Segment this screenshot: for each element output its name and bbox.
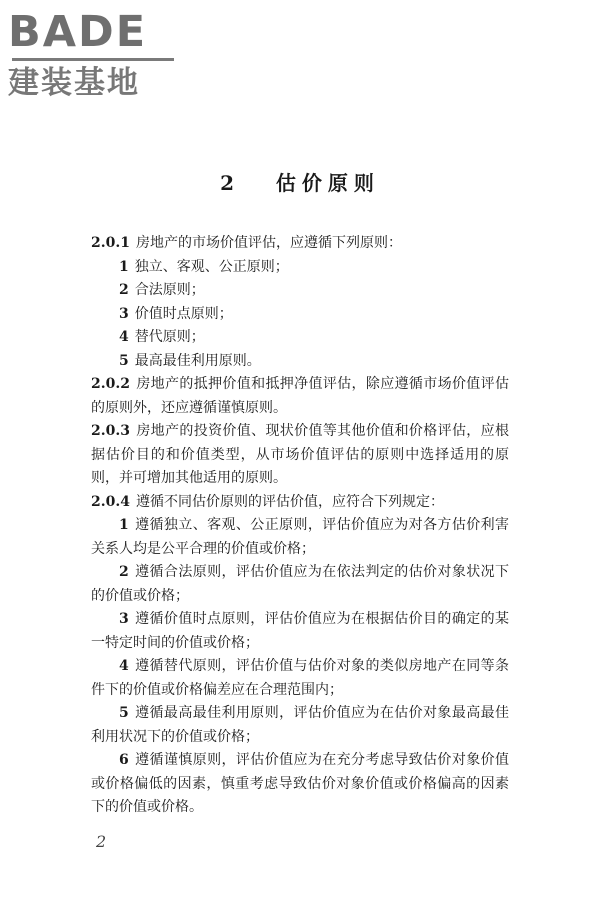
list-item [91, 749, 509, 820]
item-number: 5 [119, 352, 129, 369]
list-item [91, 514, 509, 561]
item-number: 3 [119, 305, 129, 322]
item-text: 最高最佳利用原则。 [134, 352, 261, 369]
list-item [91, 279, 509, 303]
logo-divider [12, 58, 174, 61]
item-number: 2 [119, 564, 129, 580]
item-text: 遵循合法原则，评估价值应为在依法判定的估价对象状况下的价值或价格； [91, 564, 509, 604]
list-item [91, 608, 509, 655]
list-item [91, 256, 509, 280]
list-item [91, 655, 509, 702]
page-number: 2 [96, 832, 107, 851]
item-number: 6 [119, 752, 129, 768]
item-text: 遵循谨慎原则，评估价值应为在充分考虑导致估价对象价值或价格偏低的因素，慎重考虑导致估价对象价值或价格偏高的因素下的价值或价格。 [91, 752, 509, 815]
item-text: 遵循最高最佳利用原则，评估价值应为在估价对象最高最佳利用状况下的价值或价格； [91, 705, 509, 745]
item-text: 独立、客观、公正原则； [134, 258, 289, 275]
clause-number: 2.0.3 [91, 423, 130, 439]
clause-text: 房地产的市场价值评估，应遵循下列原则： [135, 235, 402, 251]
list-item [91, 350, 509, 374]
clause-text: 房地产的投资价值、现状价值等其他价值和价格评估，应根据估价目的和价值类型，从市场价值评估的原则中选择适用的原则，并可增加其他适用的原则。 [91, 423, 509, 486]
clause-text: 遵循不同估价原则的评估价值，应符合下列规定： [135, 493, 444, 510]
clause-number: 2.0.1 [91, 235, 130, 251]
clause-number: 2.0.4 [91, 493, 130, 510]
clause-2-0-4 [91, 491, 509, 515]
list-item [91, 561, 509, 608]
chapter-title [0, 168, 600, 198]
item-number: 2 [119, 282, 129, 298]
bade-logo [8, 6, 178, 102]
item-text: 遵循替代原则，评估价值与估价对象的类似房地产在同等条件下的价值或价格偏差应在合理范围内； [91, 658, 509, 698]
list-item [91, 326, 509, 350]
clause-text: 房地产的抵押价值和抵押净值评估，除应遵循市场价值评估的原则外，还应遵循谨慎原则。 [91, 376, 509, 416]
chapter-number: 2 [220, 171, 240, 195]
chapter-title-text: 估价原则 [275, 171, 380, 195]
item-text: 遵循独立、客观、公正原则，评估价值应为对各方估价利害关系人均是公平合理的价值或价格； [91, 517, 509, 557]
logo-english-text: BADE [8, 7, 148, 57]
item-number: 1 [119, 258, 129, 275]
document-body [91, 232, 509, 820]
item-text: 价值时点原则； [134, 305, 233, 322]
item-number: 1 [119, 517, 129, 533]
clause-number: 2.0.2 [91, 376, 130, 392]
list-item [91, 702, 509, 749]
item-text: 遵循价值时点原则，评估价值应为在根据估价目的确定的某一特定时间的价值或价格； [91, 611, 509, 651]
item-number: 4 [119, 658, 129, 674]
item-text: 替代原则； [134, 329, 205, 345]
item-number: 5 [119, 705, 129, 721]
clause-2-0-3 [91, 420, 509, 491]
clause-2-0-2 [91, 373, 509, 420]
list-item [91, 303, 509, 327]
item-number: 4 [119, 329, 129, 345]
clause-2-0-1 [91, 232, 509, 256]
item-number: 3 [119, 611, 129, 627]
logo-chinese-text: 建装基地 [8, 65, 140, 101]
item-text: 合法原则； [134, 282, 205, 298]
